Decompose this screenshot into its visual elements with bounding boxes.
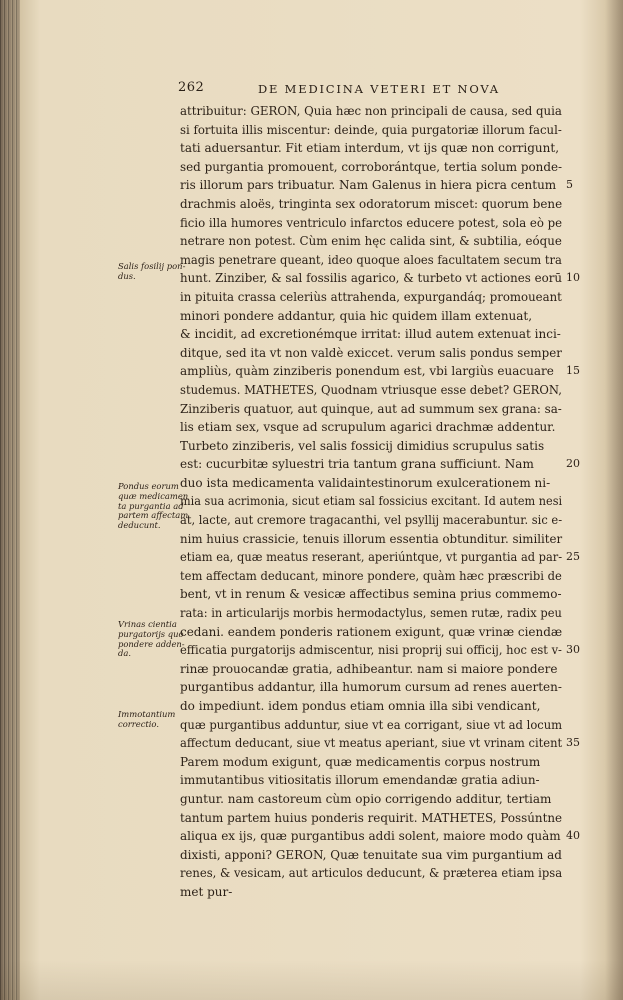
text-line-content: at, lacte, aut cremore tragacanthi, vel psyllij macerabuntur. sic e-	[180, 513, 563, 528]
page-edge-shadow	[605, 0, 623, 1000]
text-line	[180, 121, 585, 140]
margin-note-line: purgatorijs quo	[118, 628, 184, 639]
text-line	[180, 734, 585, 753]
text-line-content: rinæ prouocandæ gratia, adhibeantur. nam si maiore pondere	[180, 661, 558, 676]
text-line	[180, 771, 585, 790]
text-line	[180, 418, 585, 437]
text-line	[180, 288, 585, 307]
text-line	[180, 492, 585, 511]
text-line	[180, 753, 585, 772]
margin-note-line: dus.	[118, 270, 136, 281]
text-line	[180, 678, 585, 697]
text-line	[180, 511, 585, 530]
text-line	[180, 195, 585, 214]
text-line	[180, 455, 585, 474]
text-line	[180, 102, 585, 121]
text-line-content: affectum deducant, siue vt meatus aperiant, siue vt vrinam citent	[180, 736, 563, 751]
body-text	[180, 102, 585, 902]
margin-note-salis	[118, 261, 186, 282]
line-number: 15	[566, 364, 580, 378]
line-number: 20	[566, 457, 580, 471]
text-line-content: hunt. Zinziber, & sal fossilis agarico, & turbeto vt actiones eorū	[180, 271, 562, 286]
text-line-content: magis penetrare queant, ideo quoque aloes facultatem secum tra	[180, 252, 562, 267]
text-line	[180, 585, 585, 604]
text-line	[180, 604, 585, 623]
text-line-content: Turbeto zinziberis, vel salis fossicij dimidius scrupulus satis	[180, 438, 545, 453]
text-line	[180, 548, 585, 567]
text-line	[180, 437, 585, 456]
text-line-content: mia sua acrimonia, sicut etiam sal fossicius excitant. Id autem nesi	[180, 494, 563, 509]
text-line-content: minori pondere addantur, quia hic quidem illam extenuat,	[180, 308, 533, 323]
text-line	[180, 325, 585, 344]
margin-note-line: quæ medicamen	[118, 490, 189, 501]
text-line-content: Parem modum exigunt, quæ medicamentis corpus nostrum	[180, 754, 541, 769]
text-line-content: quæ purgantibus adduntur, siue vt ea corrigant, siue vt ad locum	[180, 717, 563, 732]
text-line	[180, 214, 585, 233]
text-line	[180, 809, 585, 828]
text-line	[180, 139, 585, 158]
line-number: 40	[566, 829, 580, 843]
text-line-content: est: cucurbitæ syluestri tria tantum grana sufficiunt. Nam	[180, 457, 534, 472]
text-line-content: cedani. eandem ponderis rationem exigunt, quæ vrinæ ciendæ	[180, 624, 563, 639]
text-line-content: lis etiam sex, vsque ad scrupulum agarici drachmæ addentur.	[180, 420, 556, 435]
text-line-content: in pituita crassa celeriùs attrahenda, expurgandáq; promoueant	[180, 289, 562, 304]
text-line-content: renes, & vesicam, aut articulos deducunt, & præterea etiam ipsa	[180, 866, 563, 881]
text-line-content: etiam ea, quæ meatus reserant, aperiúntque, vt purgantia ad par-	[180, 550, 563, 565]
text-line-content: met pur-	[180, 884, 233, 899]
text-line-content: immutantibus vitiositatis illorum emendandæ gratia adiun-	[180, 773, 540, 788]
text-line-content: ficio illa humores ventriculo infarctos educere potest, sola eò pe	[180, 215, 563, 230]
margin-note-line: partem affectam	[118, 510, 189, 521]
text-line-content: studemus. MATHETES, Quodnam vtriusque esse debet? GERON,	[180, 382, 562, 397]
text-line-content: efficatia purgatorijs admiscentur, nisi proprij sui officij, hoc est v-	[180, 643, 562, 658]
text-line-content: dixisti, apponi? GERON, Quæ tenuitate sua vim purgantium ad	[180, 847, 562, 862]
text-line-content: sed purgantia promouent, corroborántque, tertia solum ponde-	[180, 159, 563, 174]
text-line	[180, 269, 585, 288]
text-line	[180, 251, 585, 270]
page-bottom-shadow	[0, 960, 623, 1000]
margin-note-line: Salis fosilij pon-	[118, 261, 186, 271]
text-line-content: & incidit, ad excretionémque irritat: illud autem extenuat inci-	[180, 327, 561, 342]
text-line	[180, 232, 585, 251]
text-line	[180, 697, 585, 716]
text-line	[180, 400, 585, 419]
page-number: 262	[178, 80, 205, 95]
text-line-content: si fortuita illis miscentur: deinde, quia purgatoriæ illorum facul-	[180, 122, 562, 137]
text-line-content: guntur. nam castoreum cùm opio corrigendo additur, tertiam	[180, 791, 552, 806]
margin-note-line: da.	[118, 648, 132, 659]
text-line	[180, 827, 585, 846]
text-line	[180, 530, 585, 549]
book-spine	[0, 0, 20, 1000]
text-line-content: duo ista medicamenta validaintestinorum exulcerationem ni-	[180, 475, 551, 490]
text-line	[180, 641, 585, 660]
text-line	[180, 381, 585, 400]
text-line	[180, 362, 585, 381]
margin-note-immutantium	[118, 710, 180, 730]
line-number: 25	[566, 550, 580, 564]
running-title: DE MEDICINA VETERI ET NOVA	[258, 82, 500, 96]
text-line	[180, 660, 585, 679]
text-line-content: nim huius crassicie, tenuis illorum essentia obtunditur. similiter	[180, 531, 563, 546]
margin-note-urinas	[118, 619, 185, 659]
line-number: 5	[566, 178, 573, 192]
margin-note-line: pondere adden-	[118, 638, 185, 649]
text-line-content: drachmis aloës, tringinta sex odoratorum miscet: quorum bene	[180, 196, 563, 211]
text-line-content: ampliùs, quàm zinziberis ponendum est, vbi largiùs euacuare	[180, 364, 554, 379]
text-line	[180, 716, 585, 735]
text-line-content: netrare non potest. Cùm enim hęc calida sint, & subtilia, eóque	[180, 234, 562, 249]
text-line-content: aliqua ex ijs, quæ purgantibus addi solent, maiore modo quàm	[180, 829, 561, 844]
running-header	[178, 80, 578, 102]
margin-note-line: Vrinas cientia	[118, 619, 177, 629]
text-line	[180, 158, 585, 177]
margin-note-line: Immotantium	[118, 709, 176, 719]
text-line	[180, 846, 585, 865]
text-line	[180, 864, 585, 883]
text-line-content: attribuitur: GERON, Quia hæc non principali de causa, sed quia	[180, 104, 562, 118]
text-line	[180, 623, 585, 642]
text-line-content: ditque, sed ita vt non valdè exiccet. verum salis pondus semper	[180, 345, 562, 360]
text-line	[180, 567, 585, 586]
text-line	[180, 474, 585, 493]
text-line-content: tem affectam deducant, minore pondere, quàm hæc præscribi de	[180, 568, 562, 583]
margin-note-line: correctio.	[118, 718, 159, 729]
text-line	[180, 790, 585, 809]
line-number: 10	[566, 271, 580, 285]
text-line-content: Zinziberis quatuor, aut quinque, aut ad summum sex grana: sa-	[180, 401, 562, 416]
line-number: 30	[566, 643, 580, 657]
margin-note-pondus	[118, 481, 189, 531]
margin-note-line: Pondus eorum	[118, 481, 179, 491]
margin-note-line: deducunt.	[118, 520, 161, 531]
text-line-content: do impediunt. idem pondus etiam omnia illa sibi vendicant,	[180, 699, 541, 713]
text-line-content: tantum partem huius ponderis requirit. MATHETES, Possúntne	[180, 810, 563, 825]
text-line	[180, 307, 585, 326]
text-line-content: tati aduersantur. Fit etiam interdum, vt ijs quæ non corrigunt,	[180, 141, 560, 156]
text-line	[180, 883, 585, 902]
text-line-content: bent, vt in renum & vesicæ affectibus semina prius commemo-	[180, 587, 562, 602]
margin-note-line: ta purgantia ad	[118, 500, 184, 511]
text-line-content: rata: in articularijs morbis hermodactylus, semen rutæ, radix peu	[180, 606, 562, 621]
text-line	[180, 344, 585, 363]
line-number: 35	[566, 736, 580, 750]
text-line	[180, 176, 585, 195]
text-line-content: ris illorum pars tribuatur. Nam Galenus in hiera picra centum	[180, 178, 557, 193]
text-line-content: purgantibus addantur, illa humorum cursum ad renes auerten-	[180, 680, 562, 695]
